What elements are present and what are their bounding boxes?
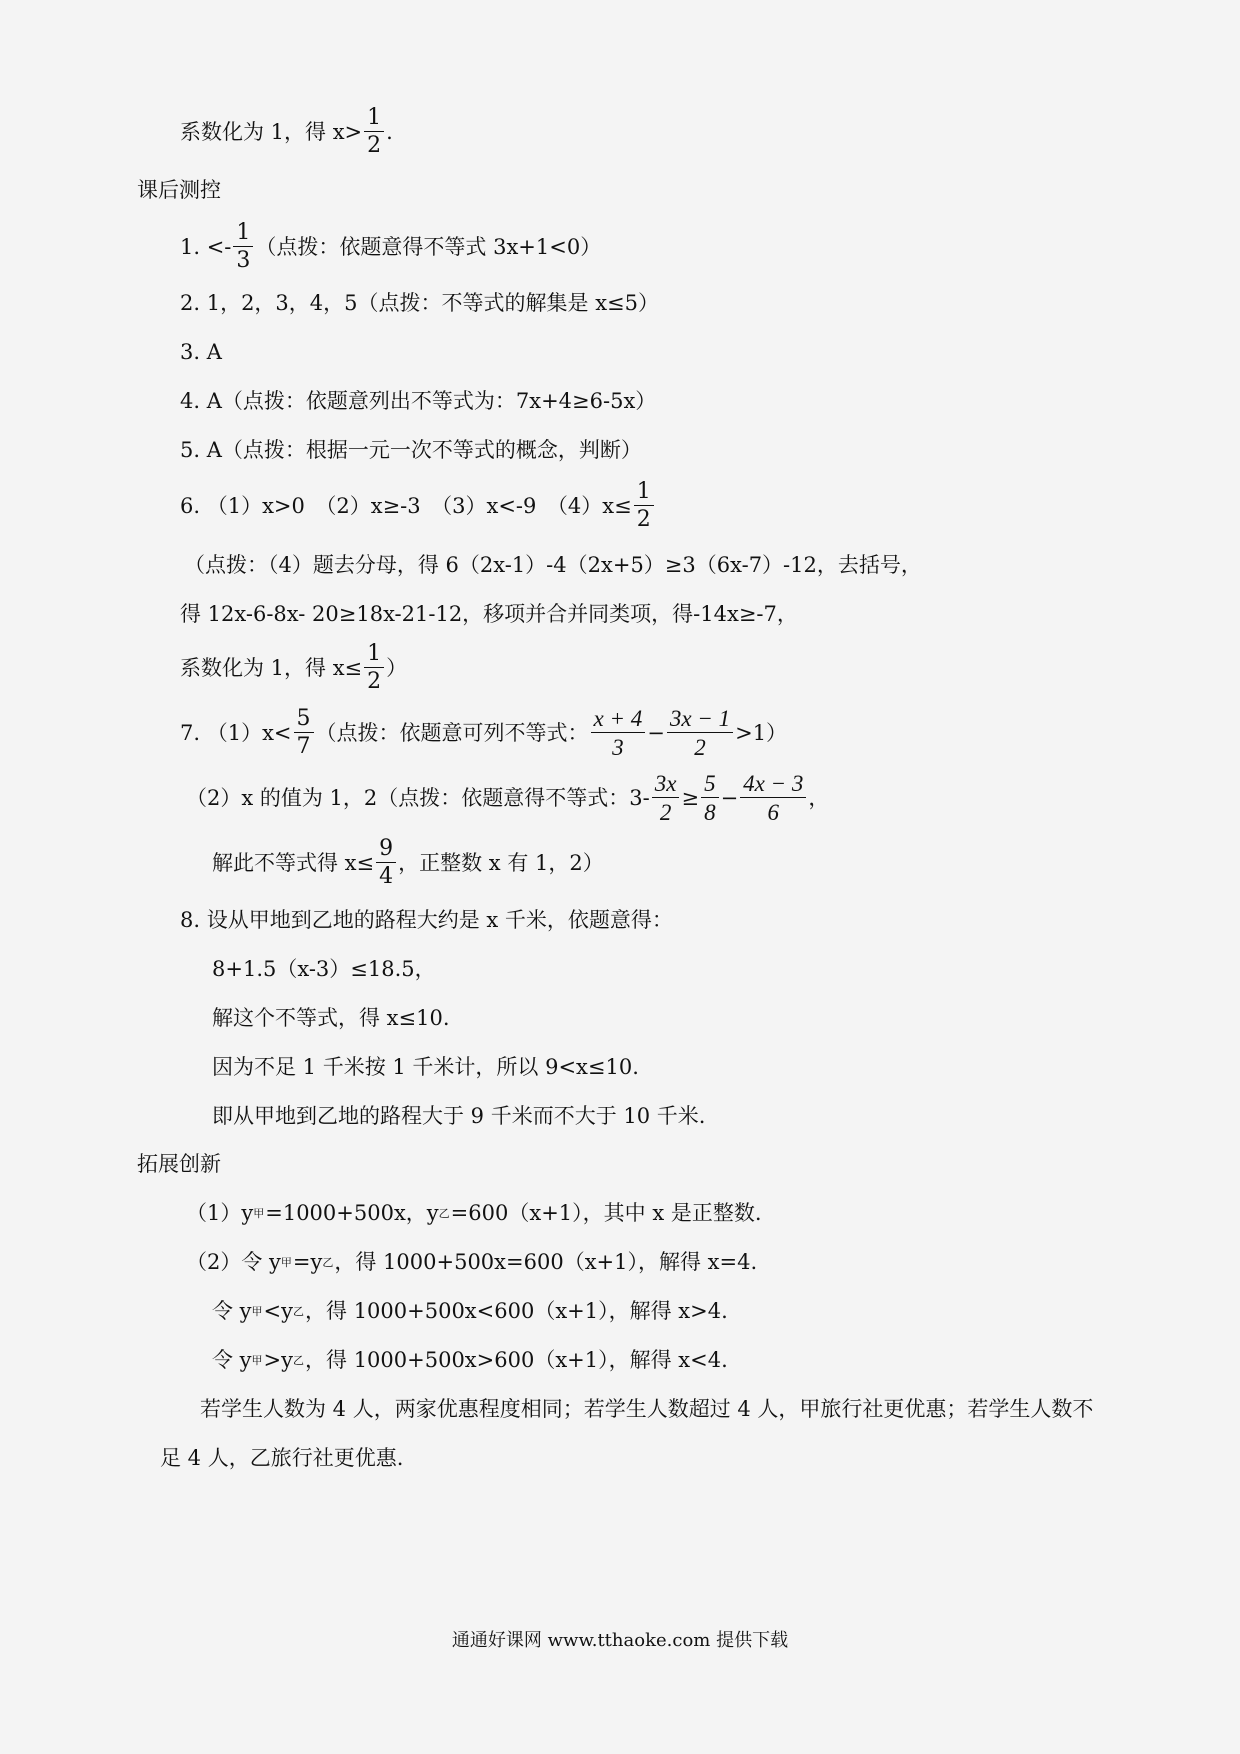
answer-2: 2. 1，2，3，4，5（点拨：不等式的解集是 x≤5） (180, 290, 659, 315)
fraction-five-sevenths: $\frac{5}{7}$ (294, 707, 314, 759)
section-heading-after-class: 课后测控 (137, 177, 221, 202)
fraction-x-plus-4-over-3: $\frac{x + 4}{3}$ (591, 706, 646, 761)
line-coefficient-result (180, 104, 393, 158)
text: . (386, 119, 393, 144)
fraction-one-half: $\frac{1}{2}$ (634, 480, 654, 532)
answer-3: 3. A (180, 339, 222, 364)
fraction-one-third: $\frac{1}{3}$ (233, 221, 253, 273)
fraction-4x-minus-3-over-6: $\frac{4x - 3}{6}$ (740, 771, 806, 826)
fraction-one-half: $\frac{1}{2}$ (364, 642, 384, 694)
hint-6-line-1: （点拨：（4）题去分母，得 6（2x-1）-4（2x+5）≥3（6x-7）-12，去括号， (184, 552, 922, 577)
answer-8-conclusion: 即从甲地到乙地的路程大于 9 千米而不大于 10 千米. (212, 1103, 706, 1128)
fraction-3x-minus-1-over-2: $\frac{3x - 1}{2}$ (667, 706, 733, 761)
answer-7-solution: 解此不等式得 x≤ $\frac{9}{4}$ ，正整数 x 有 1，2） (212, 835, 604, 889)
answer-7-part-2: （2）x 的值为 1，2（点拨：依题意得不等式：3- $\frac{3x}{2}$ ≥ $\frac{5}{8}$ − $\frac{4x - 3}{6}$ ， (186, 770, 830, 825)
answer-8-setup: 8. 设从甲地到乙地的路程大约是 x 千米，依题意得： (180, 907, 673, 932)
fraction-one-half: $\frac{1}{2}$ (364, 106, 384, 158)
extension-less-than: 令 y 甲 <y 乙 ，得 1000+500x<600（x+1），解得 x>4. (212, 1298, 728, 1323)
answer-8-solve: 解这个不等式，得 x≤10. (212, 1005, 450, 1030)
answer-8-inequality: 8+1.5（x-3）≤18.5， (212, 956, 436, 981)
extension-part-2: （2）令 y 甲 =y 乙 ，得 1000+500x=600（x+1），解得 x=4. (186, 1249, 758, 1274)
answer-5: 5. A（点拨：根据一元一次不等式的概念，判断） (180, 437, 642, 462)
answer-6: 6. （1）x>0 （2）x≥-3 （3）x<-9 （4）x≤ $\frac{1}{2}$ (180, 481, 656, 531)
answer-8-reason: 因为不足 1 千米按 1 千米计，所以 9<x≤10. (212, 1054, 639, 1079)
extension-part-1: （1）y 甲 =1000+500x，y 乙 =600（x+1），其中 x 是正整数. (186, 1200, 762, 1225)
fraction-3x-over-2: $\frac{3x}{2}$ (652, 771, 680, 826)
extension-summary-line-2: 足 4 人，乙旅行社更优惠. (160, 1445, 404, 1470)
fraction-five-eighths: $\frac{5}{8}$ (701, 771, 719, 826)
answer-7-part-1: 7. （1）x< $\frac{5}{7}$ （点拨：依题意可列不等式： $\frac{x + 4}{3}$ − $\frac{3x - 1}{2}$ >1） (180, 705, 788, 760)
footer-source: 通通好课网 www.tthaoke.com 提供下载 (451, 1630, 789, 1651)
fraction-nine-fourths: $\frac{9}{4}$ (376, 837, 396, 889)
extension-greater-than: 令 y 甲 >y 乙 ，得 1000+500x>600（x+1），解得 x<4. (212, 1347, 728, 1372)
answer-1: 1. <- $\frac{1}{3}$ （点拨：依题意得不等式 3x+1<0） (180, 219, 602, 273)
hint-6-line-3: 系数化为 1，得 x≤ $\frac{1}{2}$ ） (180, 640, 408, 694)
text: 系数化为 1，得 x> (180, 119, 363, 144)
hint-6-line-2: 得 12x-6-8x- 20≥18x-21-12，移项并合并同类项，得-14x≥-7， (180, 601, 798, 626)
extension-summary-line-1: 若学生人数为 4 人，两家优惠程度相同；若学生人数超过 4 人，甲旅行社更优惠；若学生人数不 (200, 1396, 1094, 1421)
answer-4: 4. A（点拨：依题意列出不等式为：7x+4≥6-5x） (180, 388, 657, 413)
section-heading-extension: 拓展创新 (137, 1151, 221, 1176)
